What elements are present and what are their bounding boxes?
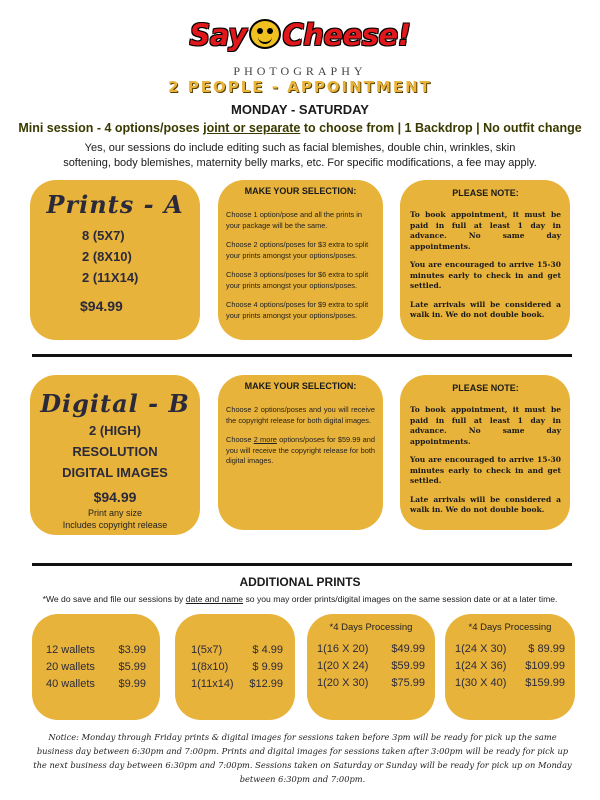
logo-text-right: Cheese! <box>282 18 411 52</box>
additional-prints-title: ADDITIONAL PRINTS <box>239 575 361 589</box>
list-item: 1(20 X 24) $59.99 <box>317 660 425 672</box>
logo-text-left: Say <box>189 18 247 52</box>
note-a-text-2: You are encouraged to arrive 15-30 minutes early to check in and get settled. <box>410 260 561 290</box>
brand-logo <box>0 18 600 52</box>
additional-prints-note: *We do save and file our sessions by date and name so you may order prints/digital images on the same session date or at a later time. <box>42 594 558 604</box>
selection-a-option-3: Choose 3 options/poses for $6 extra to split your prints amongst your options/poses. <box>226 270 369 290</box>
list-item: 40 wallets $9.99 <box>46 678 146 690</box>
large-prints-card <box>445 614 575 720</box>
days-heading: MONDAY - SATURDAY <box>231 102 369 117</box>
small-prints-card <box>175 614 295 720</box>
selection-a-title: MAKE YOUR SELECTION: <box>244 186 357 196</box>
selection-b-title: MAKE YOUR SELECTION: <box>244 381 357 391</box>
selection-a-option-1: Choose 1 option/pose and all the prints in your package will be the same. <box>226 210 362 230</box>
list-item: 1(24 X 36) $109.99 <box>455 660 565 672</box>
section-divider <box>32 354 572 357</box>
selection-a-card <box>218 180 383 340</box>
list-item: 1(8x10) $ 9.99 <box>191 661 283 673</box>
digital-b-line-2: RESOLUTION <box>72 444 158 459</box>
selection-a-option-4: Choose 4 options/poses for $9 extra to split your prints amongst your options/poses. <box>226 300 369 320</box>
section-divider <box>32 563 572 566</box>
large-processing-label: *4 Days Processing <box>468 622 552 633</box>
list-item: 12 wallets $3.99 <box>46 644 146 656</box>
digital-b-title: Digital - B <box>40 389 190 418</box>
list-item: 1(20 X 30) $75.99 <box>317 677 425 689</box>
digital-b-print-size: Print any size <box>87 508 143 518</box>
list-item: 2 (11X14) <box>82 270 139 285</box>
list-item: 1(11x14) $12.99 <box>191 678 283 690</box>
wallets-card <box>32 614 160 720</box>
selection-a-option-2: Choose 2 options/poses for $3 extra to split your prints amongst your options/poses. <box>226 240 369 260</box>
logo-subtitle: PHOTOGRAPHY <box>233 64 367 78</box>
editing-intro: Yes, our sessions do include editing such as facial blemishes, double chin, wrinkles, skin softening, body blemishes, maternity belly marks, etc. For specific modifications, a fee may apply. <box>63 142 537 169</box>
prints-a-title: Prints - A <box>46 190 184 219</box>
digital-b-price: $94.99 <box>93 489 137 505</box>
digital-b-line-1: 2 (HIGH) <box>89 423 141 438</box>
prints-a-card <box>30 180 200 340</box>
medium-prints-card <box>307 614 435 720</box>
selection-b-option-1: Choose 2 options/poses and you will receive the copyright release for both digital images. <box>226 405 375 425</box>
note-b-text-1: To book appointment, it must be paid in full at least 1 day in advance. No same day appointments. <box>410 405 561 446</box>
list-item: 1(30 X 40) $159.99 <box>455 677 565 689</box>
list-item: 1(5x7) $ 4.99 <box>191 644 283 656</box>
selection-b-card <box>218 375 383 530</box>
prints-a-list <box>82 225 200 288</box>
wallets-list <box>46 642 146 693</box>
digital-b-card <box>30 375 200 535</box>
note-b-text-2: You are encouraged to arrive 15-30 minutes early to check in and get settled. <box>410 455 561 485</box>
list-item: 20 wallets $5.99 <box>46 661 146 673</box>
list-item: 1(16 X 20) $49.99 <box>317 643 425 655</box>
note-b-text-3: Late arrivals will be considered a walk in. We do not double book. <box>410 494 561 514</box>
small-prints-list <box>191 642 283 693</box>
list-item: 2 (8X10) <box>82 249 132 264</box>
mini-session-line: Mini session - 4 options/poses joint or separate to choose from | 1 Backdrop | No outfit change <box>18 121 582 135</box>
prints-a-price: $94.99 <box>80 298 123 314</box>
note-a-card <box>400 180 570 340</box>
list-item: 1(24 X 30) $ 89.99 <box>455 643 565 655</box>
large-prints-list <box>455 641 565 692</box>
medium-prints-list <box>317 641 425 692</box>
digital-b-line-3: DIGITAL IMAGES <box>62 465 168 480</box>
page-title: 2 PEOPLE - APPOINTMENT <box>168 78 432 96</box>
digital-b-copyright: Includes copyright release <box>62 520 168 530</box>
note-b-title: PLEASE NOTE: <box>452 383 519 393</box>
selection-b-option-2: Choose 2 more options/poses for $59.99 and you will receive the copyright release for both digital images. <box>226 435 375 465</box>
list-item: 8 (5X7) <box>82 228 125 243</box>
pickup-notice: Notice: Monday through Friday prints & digital images for sessions taken before 3pm will be ready for pick up the same business day between 6:30pm and 7:00pm. Prints and digital images for sessions taken after 3:00pm will be ready for pick up the next business day between 6:30pm and 7:00pm. Sessions taken on Saturday or Sunday will be ready for pick up on Monday between 6:30pm and 7:00pm. <box>33 732 572 784</box>
note-b-card <box>400 375 570 530</box>
cheese-face-icon <box>249 19 281 49</box>
note-a-text-3: Late arrivals will be considered a walk in. We do not double book. <box>410 299 561 319</box>
medium-processing-label: *4 Days Processing <box>329 622 413 633</box>
note-a-title: PLEASE NOTE: <box>452 188 519 198</box>
note-a-text-1: To book appointment, it must be paid in full at least 1 day in advance. No same day appointments. <box>410 210 561 251</box>
